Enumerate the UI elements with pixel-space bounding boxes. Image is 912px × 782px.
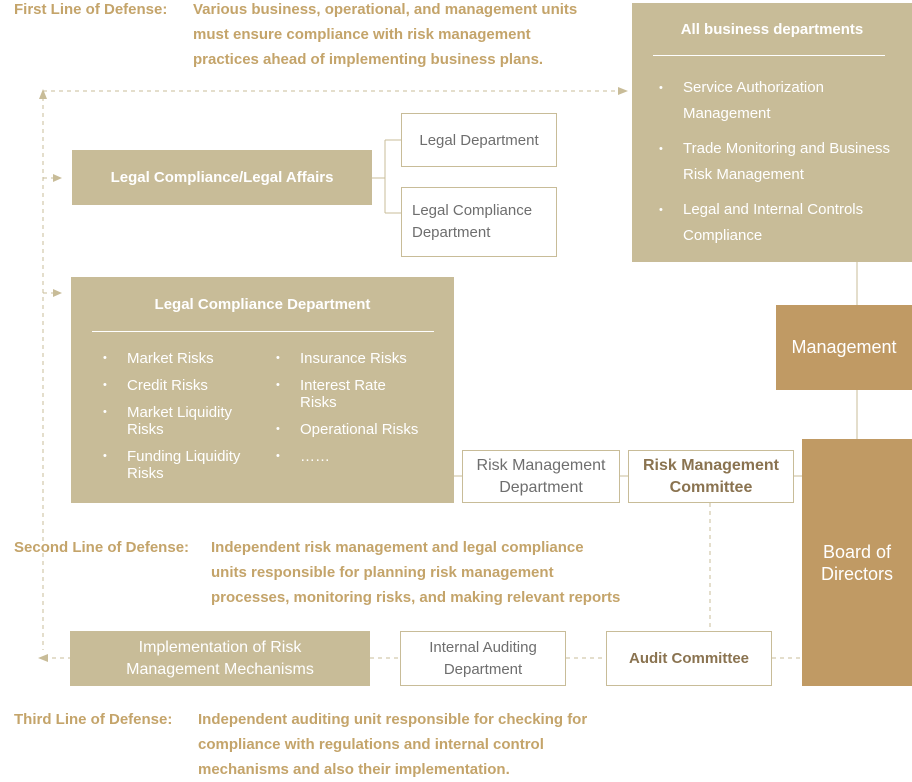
risk-item: • Market Liquidity Risks — [101, 404, 251, 438]
first-line-text: Various business, operational, and management units must ensure compliance with risk management practices ahead of implementing business plans. — [193, 1, 578, 68]
risk-item: • Interest Rate Risks — [274, 377, 424, 411]
risk-item: • Market Risks — [101, 350, 251, 367]
first-line-label: First Line of Defense: — [14, 1, 168, 18]
legal-compliance-dept-small-box: Legal Compliance Department — [401, 187, 557, 257]
legal-compliance-department-box — [71, 277, 454, 503]
business-item: • Trade Monitoring and Business Risk Management — [657, 136, 907, 188]
legal-department-box: Legal Department — [401, 113, 557, 167]
risk-item: • …… — [274, 448, 424, 465]
risk-item: • Credit Risks — [101, 377, 251, 394]
business-departments-title: All business departments — [680, 21, 864, 38]
legal-compliance-divider — [92, 331, 434, 332]
risk-item: • Funding Liquidity Risks — [101, 448, 251, 482]
board-of-directors-box: Board of Directors — [802, 439, 912, 686]
implementation-box: Implementation of Risk Management Mechanisms — [70, 631, 370, 686]
third-line-text: Independent auditing unit responsible for checking for compliance with regulations and internal control mechanisms and also their implementation. — [198, 711, 588, 778]
second-line-text: Independent risk management and legal compliance units responsible for planning risk management processes, monitoring risks, and making relevant reports — [211, 539, 621, 606]
business-departments-box — [632, 3, 912, 262]
risk-management-department-box: Risk Management Department — [462, 450, 620, 503]
legal-compliance-department-title: Legal Compliance Department — [154, 296, 371, 313]
legal-affairs-box: Legal Compliance/Legal Affairs — [72, 150, 372, 205]
internal-auditing-box: Internal Auditing Department — [400, 631, 566, 686]
risk-item: • Insurance Risks — [274, 350, 424, 367]
risk-item: • Operational Risks — [274, 421, 424, 438]
risk-management-committee-box: Risk Management Committee — [628, 450, 794, 503]
business-departments-divider — [653, 55, 885, 56]
audit-committee-box: Audit Committee — [606, 631, 772, 686]
third-line-label: Third Line of Defense: — [14, 711, 173, 728]
business-item: • Legal and Internal Controls Compliance — [657, 197, 907, 249]
business-item: • Service Authorization Management — [657, 75, 907, 127]
second-line-label: Second Line of Defense: — [14, 539, 190, 556]
management-box: Management — [776, 305, 912, 390]
